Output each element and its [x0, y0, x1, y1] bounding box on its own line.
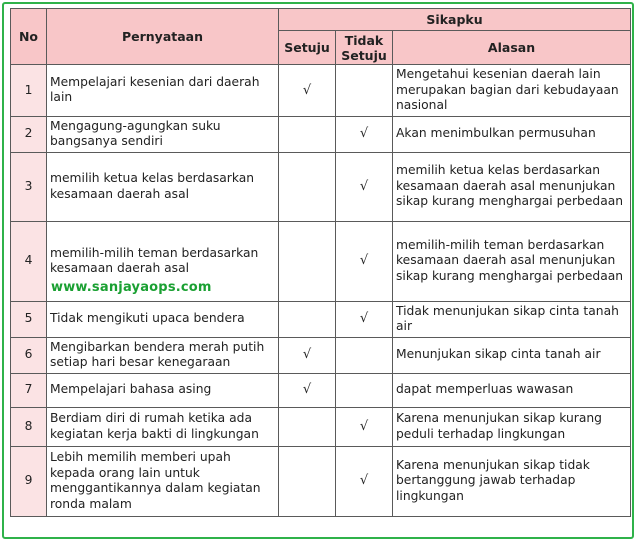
row-number: 7	[11, 373, 47, 407]
agree-check-cell	[279, 407, 336, 446]
statement-cell	[47, 221, 279, 301]
disagree-check-cell	[336, 337, 393, 373]
table-row	[11, 152, 631, 221]
disagree-check-cell: √	[336, 446, 393, 516]
table-row	[11, 446, 631, 516]
statement-cell: memilih ketua kelas berdasarkan kesamaan daerah asal	[47, 152, 279, 221]
website-watermark: www.sanjayaops.com	[51, 279, 212, 295]
row-number: 3	[11, 152, 47, 221]
table-row	[11, 65, 631, 117]
reason-cell: dapat memperluas wawasan	[393, 373, 631, 407]
agree-check-cell	[279, 221, 336, 301]
reason-cell: Tidak menunjukan sikap cinta tanah air	[393, 301, 631, 337]
reason-cell: Karena menunjukan sikap tidak bertanggung jawab terhadap lingkungan	[393, 446, 631, 516]
agree-check-cell	[279, 116, 336, 152]
disagree-check-cell: √	[336, 116, 393, 152]
reason-cell: Karena menunjukan sikap kurang peduli terhadap lingkungan	[393, 407, 631, 446]
agree-check-cell	[279, 446, 336, 516]
table-row	[11, 116, 631, 152]
header-reason: Alasan	[393, 31, 631, 65]
disagree-check-cell	[336, 65, 393, 117]
row-number: 2	[11, 116, 47, 152]
row-number: 9	[11, 446, 47, 516]
statement-cell: Lebih memilih memberi upah kepada orang lain untuk menggantikannya dalam kegiatan ronda malam	[47, 446, 279, 516]
statement-cell: Berdiam diri di rumah ketika ada kegiatan kerja bakti di lingkungan	[47, 407, 279, 446]
disagree-check-cell: √	[336, 221, 393, 301]
reason-cell: memilih ketua kelas berdasarkan kesamaan daerah asal menunjukan sikap kurang menghargai perbedaan	[393, 152, 631, 221]
statement-cell: Mempelajari bahasa asing	[47, 373, 279, 407]
table-row	[11, 221, 631, 301]
table-row	[11, 301, 631, 337]
row-number: 8	[11, 407, 47, 446]
agree-check-cell	[279, 301, 336, 337]
statement-text: memilih-milih teman berdasarkan kesamaan daerah asal	[50, 245, 259, 275]
reason-cell: Menunjukan sikap cinta tanah air	[393, 337, 631, 373]
header-agree: Setuju	[279, 31, 336, 65]
agree-check-cell: √	[279, 337, 336, 373]
agree-check-cell	[279, 152, 336, 221]
statement-cell: Mengagung-agungkan suku bangsanya sendiri	[47, 116, 279, 152]
agree-check-cell: √	[279, 373, 336, 407]
disagree-check-cell	[336, 373, 393, 407]
statement-cell: Mengibarkan bendera merah putih setiap hari besar kenegaraan	[47, 337, 279, 373]
header-no: No	[11, 9, 47, 65]
row-number: 4	[11, 221, 47, 301]
agree-check-cell: √	[279, 65, 336, 117]
table-row	[11, 337, 631, 373]
disagree-check-cell: √	[336, 407, 393, 446]
table-row	[11, 407, 631, 446]
header-disagree: Tidak Setuju	[336, 31, 393, 65]
disagree-check-cell: √	[336, 301, 393, 337]
header-sikapku: Sikapku	[279, 9, 631, 31]
statement-cell: Tidak mengikuti upaca bendera	[47, 301, 279, 337]
reason-cell: Mengetahui kesenian daerah lain merupakan bagian dari kebudayaan nasional	[393, 65, 631, 117]
row-number: 5	[11, 301, 47, 337]
disagree-check-cell: √	[336, 152, 393, 221]
reason-cell: memilih-milih teman berdasarkan kesamaan daerah asal menunjukan sikap kurang menghargai perbedaan	[393, 221, 631, 301]
row-number: 1	[11, 65, 47, 117]
reason-cell: Akan menimbulkan permusuhan	[393, 116, 631, 152]
row-number: 6	[11, 337, 47, 373]
header-statement: Pernyataan	[47, 9, 279, 65]
attitude-table	[10, 8, 631, 517]
table-row	[11, 373, 631, 407]
statement-cell: Mempelajari kesenian dari daerah lain	[47, 65, 279, 117]
